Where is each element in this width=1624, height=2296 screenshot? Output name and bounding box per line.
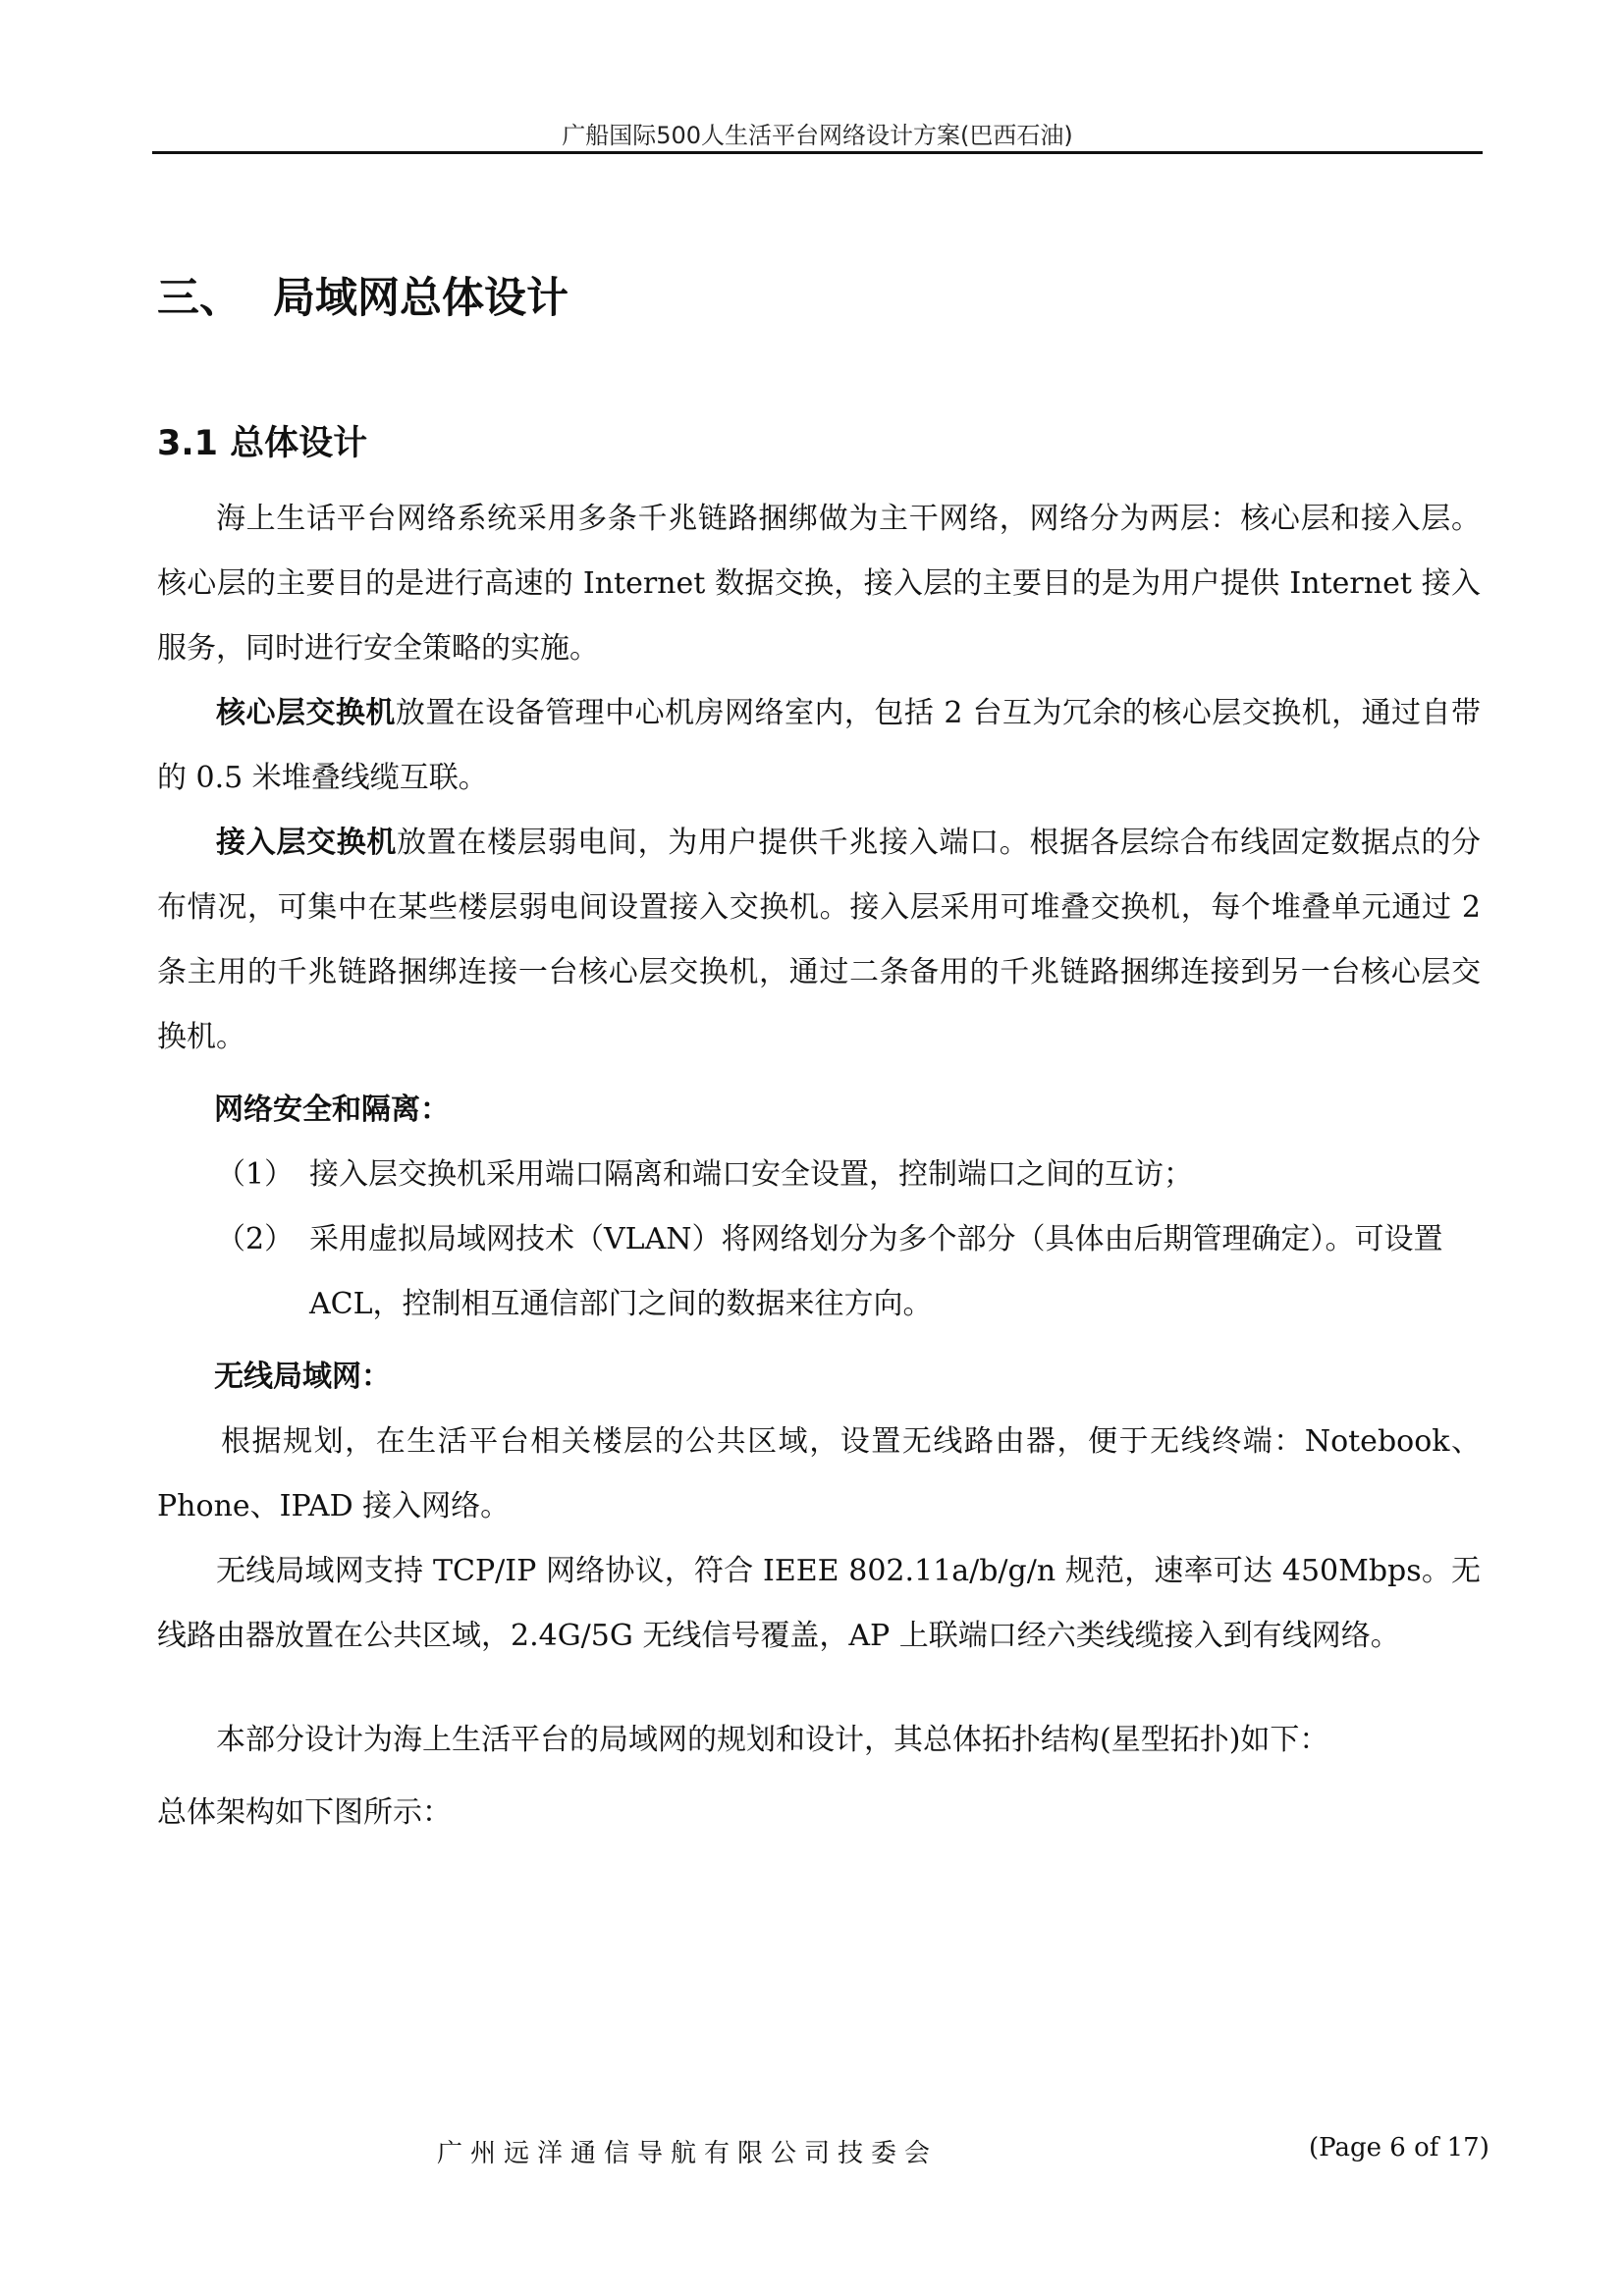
wireless-heading: 无线局域网：	[214, 1360, 391, 1394]
architecture-caption: 总体架构如下图所示：	[157, 1795, 452, 1830]
list-item	[157, 1207, 1481, 1337]
list-marker: （1）	[216, 1157, 295, 1192]
paragraph-core-switch	[157, 681, 1481, 811]
list-item-text: 接入层交换机采用端口隔离和端口安全设置，控制端口之间的互访；	[309, 1157, 1193, 1192]
chapter-heading	[157, 265, 568, 325]
core-switch-text: 放置在设备管理中心机房网络室内，包括 2 台互为冗余的核心层交换机，通过自带的 0.5 米堆叠线缆互联。	[157, 696, 1481, 795]
chapter-number: 三、	[157, 274, 242, 323]
core-switch-term: 核心层交换机	[216, 696, 396, 730]
paragraph-wireless-spec: 无线局域网支持 TCP/IP 网络协议，符合 IEEE 802.11a/b/g/n 规范，速率可达 450Mbps。无线路由器放置在公共区域，2.4G/5G 无线信号覆盖，AP 上联端口经六类线缆接入到有线网络。	[157, 1554, 1481, 1653]
paragraph-overview: 海上生话平台网络系统采用多条千兆链路捆绑做为主干网络，网络分为两层：核心层和接入层。核心层的主要目的是进行高速的 Internet 数据交换，接入层的主要目的是为用户提供 Internet 接入服务，同时进行安全策略的实施。	[157, 502, 1481, 666]
list-item	[157, 1143, 1481, 1207]
paragraph-wireless-terminals: 根据规划，在生活平台相关楼层的公共区域，设置无线路由器，便于无线终端：Notebook、Phone、IPAD 接入网络。	[157, 1424, 1481, 1523]
section-heading: 3.1 总体设计	[157, 424, 368, 463]
list-item-text: 采用虚拟局域网技术（VLAN）将网络划分为多个部分（具体由后期管理确定）。可设置 ACL，控制相互通信部门之间的数据来往方向。	[309, 1222, 1443, 1321]
body-text	[157, 487, 1481, 1845]
security-heading: 网络安全和隔离：	[214, 1093, 450, 1127]
page-number: (Page 6 of 17)	[1309, 2133, 1489, 2163]
paragraph-access-switch	[157, 811, 1481, 1070]
chapter-title: 局域网总体设计	[273, 274, 568, 323]
running-header: 广船国际500人生活平台网络设计方案(巴西石油)	[562, 122, 1073, 149]
paragraph-topology-summary: 本部分设计为海上生活平台的局域网的规划和设计，其总体拓扑结构(星型拓扑)如下：	[216, 1723, 1329, 1757]
list-marker: （2）	[216, 1222, 295, 1256]
access-switch-text: 放置在楼层弱电间，为用户提供千兆接入端口。根据各层综合布线固定数据点的分布情况，可集中在某些楼层弱电间设置接入交换机。接入层采用可堆叠交换机，每个堆叠单元通过 2 条主用的千兆链路捆绑连接一台核心层交换机，通过二条备用的千兆链路捆绑连接到另一台核心层交换机。	[157, 826, 1482, 1054]
header-divider	[152, 151, 1483, 154]
access-switch-term: 接入层交换机	[216, 826, 398, 860]
footer-company: 广州远洋通信导航有限公司技委会	[437, 2139, 939, 2168]
